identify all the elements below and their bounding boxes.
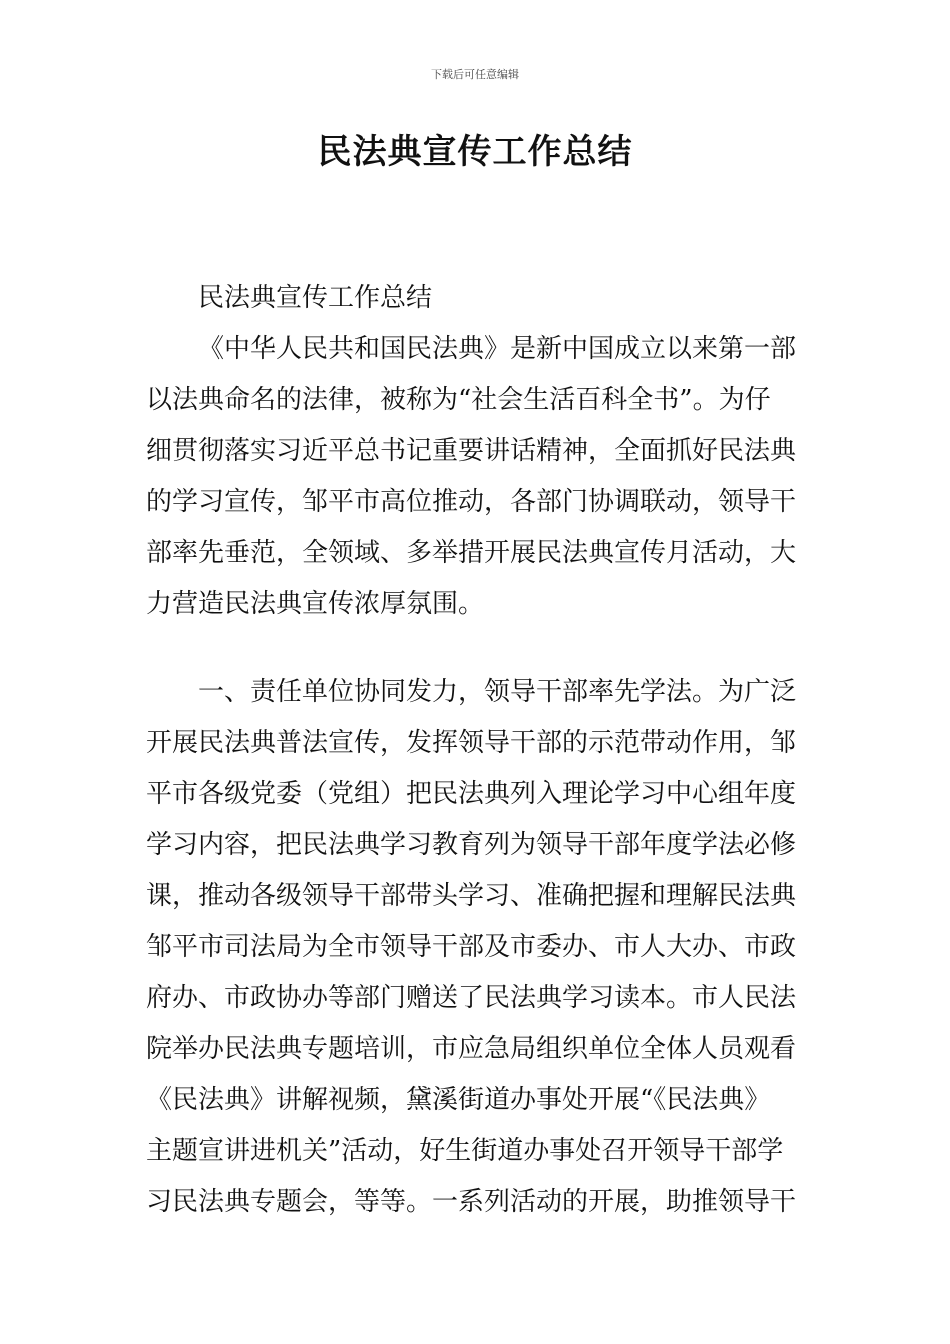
paragraph-line: 以法典命名的法律，被称为“社会生活百科全书”。为仔: [146, 385, 771, 415]
header-note: 下载后可任意编辑: [431, 68, 519, 81]
paragraph-line: 主题宣讲进机关”活动，好生街道办事处召开领导干部学: [146, 1136, 784, 1166]
paragraph-line: 习民法典专题会，等等。一系列活动的开展，助推领导干: [146, 1187, 797, 1217]
paragraph-intro: [146, 324, 816, 630]
paragraph-line: 的学习宣传，邹平市高位推动，各部门协调联动，领导干: [146, 487, 797, 517]
paragraph-line: 府办、市政协办等部门赠送了民法典学习读本。市人民法: [146, 983, 797, 1013]
section-subtitle: 民法典宣传工作总结: [198, 283, 433, 313]
paragraph-line: 《中华人民共和国民法典》是新中国成立以来第一部: [198, 334, 797, 364]
paragraph-line: 院举办民法典专题培训，市应急局组织单位全体人员观看: [146, 1034, 797, 1064]
paragraph-line: 细贯彻落实习近平总书记重要讲话精神，全面抓好民法典: [146, 436, 797, 466]
paragraph-line: 邹平市司法局为全市领导干部及市委办、市人大办、市政: [146, 932, 797, 962]
paragraph-line: 《民法典》讲解视频，黛溪街道办事处开展“《民法典》: [146, 1085, 771, 1115]
paragraph-line: 部率先垂范，全领域、多举措开展民法典宣传月活动，大: [146, 538, 797, 568]
paragraph-line: 课，推动各级领导干部带头学习、准确把握和理解民法典: [146, 881, 797, 911]
paragraph-line: 力营造民法典宣传浓厚氛围。: [146, 589, 485, 619]
document-body: [146, 273, 816, 1228]
paragraph-line: 开展民法典普法宣传，发挥领导干部的示范带动作用，邹: [146, 728, 797, 758]
paragraph-line: 学习内容，把民法典学习教育列为领导干部年度学法必修: [146, 830, 797, 860]
paragraph-section-one: [146, 667, 816, 1228]
paragraph-line: 一、责任单位协同发力，领导干部率先学法。为广泛: [198, 677, 797, 707]
paragraph-spacer: [146, 630, 816, 667]
document-title: 民法典宣传工作总结: [317, 132, 633, 172]
paragraph-line: 平市各级党委（党组）把民法典列入理论学习中心组年度: [146, 779, 797, 809]
